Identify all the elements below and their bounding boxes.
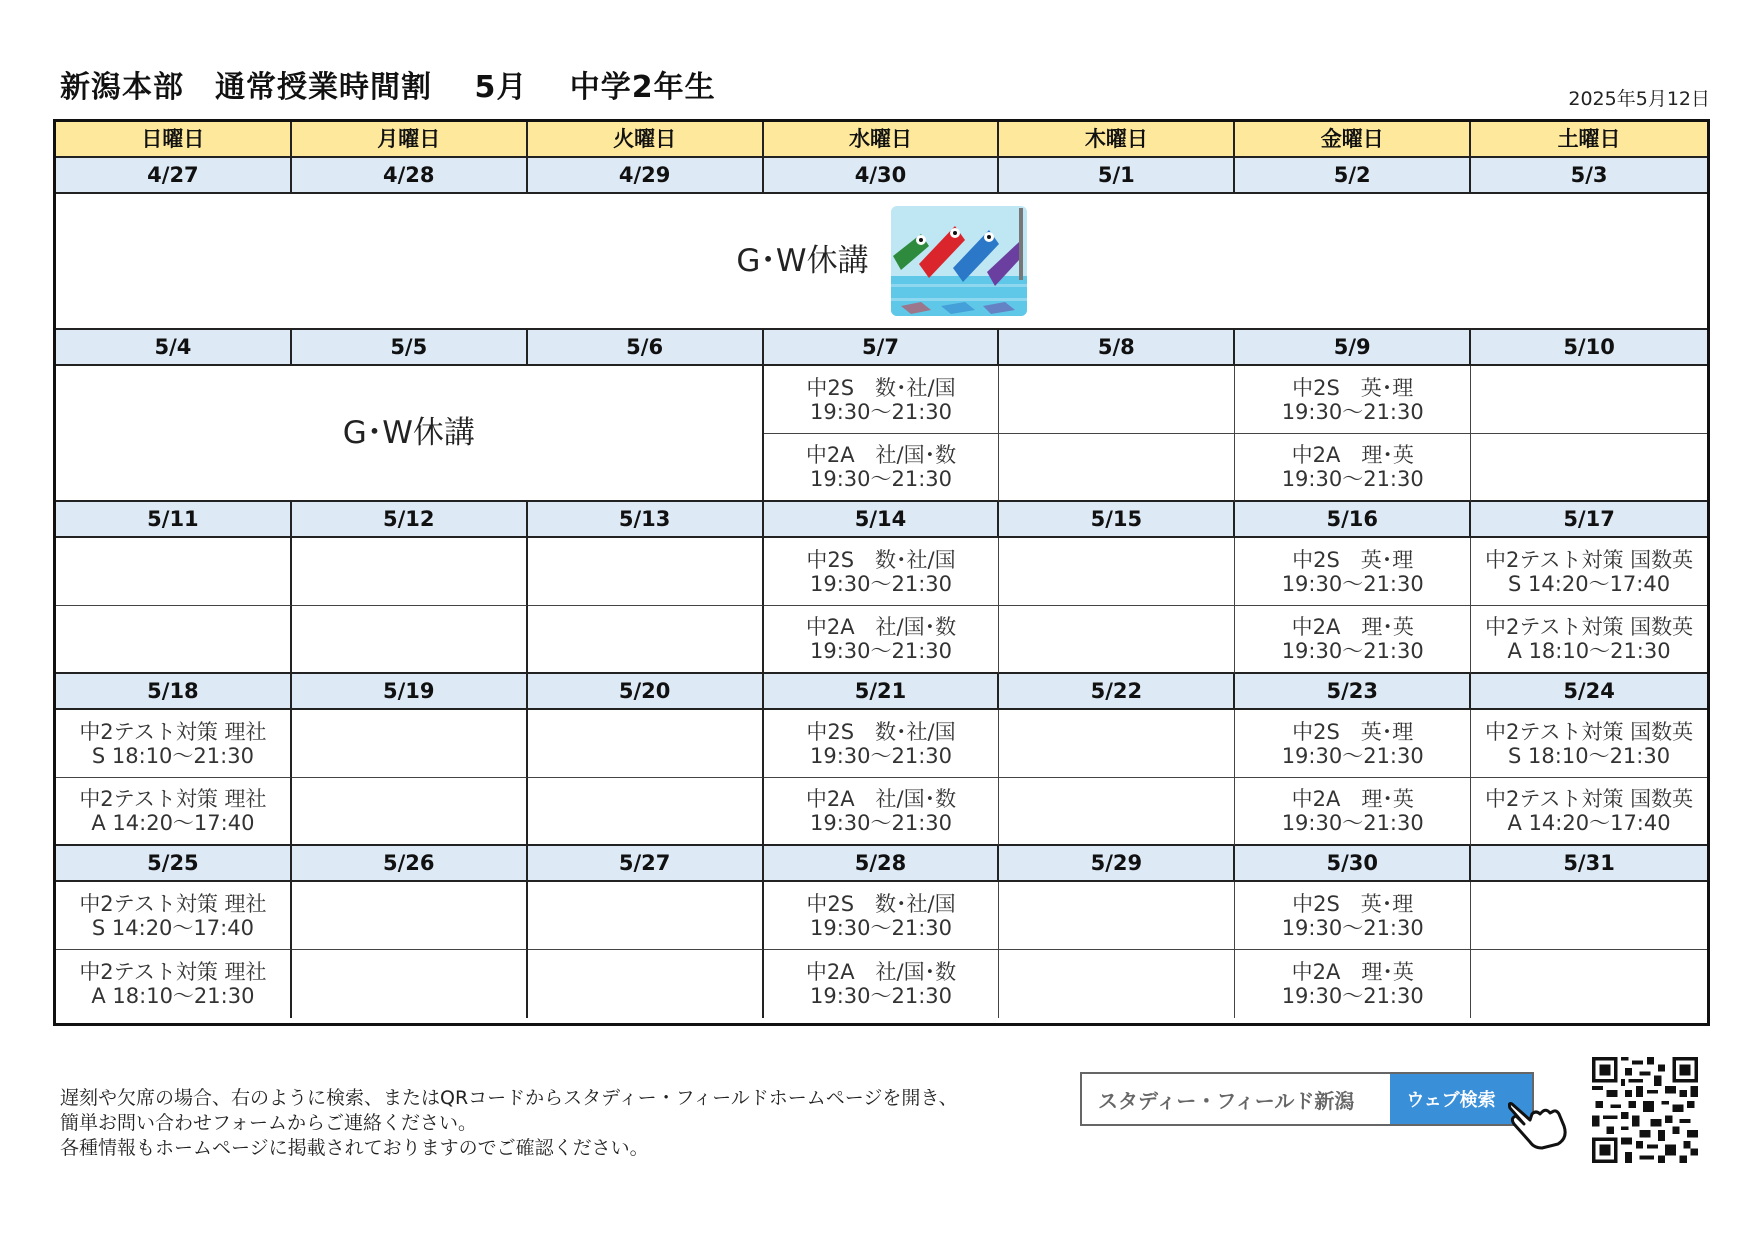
class-name: 中2S 数･社/国 xyxy=(806,375,956,400)
class-slot xyxy=(764,882,1000,950)
date-cell: 5/28 xyxy=(764,846,1000,882)
date-cell: 5/21 xyxy=(764,674,1000,710)
date-cell: 5/1 xyxy=(999,158,1235,194)
empty-slot xyxy=(1471,882,1707,950)
empty-slot xyxy=(528,710,764,778)
date-cell: 5/18 xyxy=(56,674,292,710)
date-cell: 5/7 xyxy=(764,330,1000,366)
class-slot xyxy=(1235,710,1471,778)
class-time: 19:30～21:30 xyxy=(1281,915,1424,940)
class-slot xyxy=(1471,710,1707,778)
empty-slot xyxy=(999,538,1235,606)
empty-slot xyxy=(292,606,528,674)
class-name: 中2テスト対策 理社 xyxy=(79,787,267,811)
day-header-mon: 月曜日 xyxy=(292,122,528,158)
class-name: 中2A 理･英 xyxy=(1291,960,1414,984)
empty-slot xyxy=(292,710,528,778)
date-cell: 5/20 xyxy=(528,674,764,710)
publish-date: 2025年5月12日 xyxy=(1568,88,1710,110)
class-time: 19:30～21:30 xyxy=(809,571,953,596)
class-slot xyxy=(56,950,292,1018)
class-name: 中2S 英･理 xyxy=(1292,719,1414,744)
footer-line: 遅刻や欠席の場合、右のように検索、またはQRコードからスタディー・フィールドホームページを開き、 xyxy=(60,1087,958,1109)
gw-holiday-week1 xyxy=(56,194,1707,330)
class-name: 中2A 社/国･数 xyxy=(805,443,957,467)
class-time: S 18:10～21:30 xyxy=(91,743,254,768)
class-name: 中2テスト対策 理社 xyxy=(79,891,267,916)
class-time: 19:30～21:30 xyxy=(1281,984,1424,1008)
class-time: 19:30～21:30 xyxy=(1281,399,1424,424)
date-cell: 5/30 xyxy=(1235,846,1471,882)
timetable xyxy=(53,119,1710,1026)
empty-slot xyxy=(528,538,764,606)
holiday-label: G･W休講 xyxy=(736,243,869,279)
date-cell: 5/10 xyxy=(1471,330,1707,366)
empty-slot xyxy=(999,366,1235,434)
class-time: 19:30～21:30 xyxy=(1281,467,1424,491)
class-slot xyxy=(1471,778,1707,846)
class-name: 中2テスト対策 国数英 xyxy=(1484,547,1694,572)
empty-slot xyxy=(292,882,528,950)
class-slot xyxy=(764,366,1000,434)
class-slot xyxy=(1235,434,1471,502)
class-time: 19:30～21:30 xyxy=(1281,571,1424,596)
day-header-sat: 土曜日 xyxy=(1471,122,1707,158)
class-slot xyxy=(764,710,1000,778)
class-slot xyxy=(1235,778,1471,846)
class-time: 19:30～21:30 xyxy=(809,984,953,1008)
class-name: 中2S 英･理 xyxy=(1292,547,1414,572)
search-box[interactable] xyxy=(1080,1072,1534,1126)
date-cell: 4/30 xyxy=(764,158,1000,194)
page-title: 新潟本部 通常授業時間割 5月 中学2年生 xyxy=(60,70,716,105)
empty-slot xyxy=(999,434,1235,502)
day-header-sun: 日曜日 xyxy=(56,122,292,158)
class-name: 中2S 数･社/国 xyxy=(806,891,956,916)
footer-line: 各種情報もホームページに掲載されておりますのでご確認ください。 xyxy=(60,1137,649,1159)
footer-line: 簡単お問い合わせフォームからご連絡ください。 xyxy=(60,1112,478,1134)
empty-slot xyxy=(1471,434,1707,502)
date-cell: 5/2 xyxy=(1235,158,1471,194)
day-header-wed: 水曜日 xyxy=(764,122,1000,158)
date-cell: 4/29 xyxy=(528,158,764,194)
koinobori-illustration xyxy=(891,206,1027,316)
date-cell: 5/23 xyxy=(1235,674,1471,710)
empty-slot xyxy=(56,606,292,674)
pointing-hand-icon xyxy=(1508,1098,1572,1150)
class-time: A 18:10～21:30 xyxy=(1507,639,1671,663)
class-time: 19:30～21:30 xyxy=(809,467,953,491)
class-name: 中2A 社/国･数 xyxy=(805,615,957,639)
date-cell: 5/24 xyxy=(1471,674,1707,710)
empty-slot xyxy=(292,538,528,606)
class-time: S 18:10～21:30 xyxy=(1508,743,1671,768)
date-cell: 5/5 xyxy=(292,330,528,366)
date-cell: 5/31 xyxy=(1471,846,1707,882)
day-header-fri: 金曜日 xyxy=(1235,122,1471,158)
class-name: 中2A 理･英 xyxy=(1291,615,1414,639)
class-time: 19:30～21:30 xyxy=(1281,811,1424,835)
class-slot xyxy=(1471,606,1707,674)
class-slot xyxy=(1235,882,1471,950)
empty-slot xyxy=(528,606,764,674)
class-name: 中2A 社/国･数 xyxy=(805,787,957,811)
class-name: 中2A 理･英 xyxy=(1291,443,1414,467)
date-cell: 5/6 xyxy=(528,330,764,366)
class-time: A 14:20～17:40 xyxy=(91,811,255,835)
class-time: 19:30～21:30 xyxy=(809,639,953,663)
date-cell: 5/11 xyxy=(56,502,292,538)
class-name: 中2テスト対策 国数英 xyxy=(1484,787,1694,811)
empty-slot xyxy=(292,778,528,846)
qr-code[interactable] xyxy=(1586,1057,1704,1163)
class-name: 中2A 社/国･数 xyxy=(805,960,957,984)
class-name: 中2S 英･理 xyxy=(1292,375,1414,400)
date-cell: 5/13 xyxy=(528,502,764,538)
class-time: 19:30～21:30 xyxy=(1281,743,1424,768)
date-cell: 4/28 xyxy=(292,158,528,194)
class-name: 中2テスト対策 国数英 xyxy=(1484,719,1694,744)
class-name: 中2テスト対策 国数英 xyxy=(1484,615,1694,639)
day-header-tue: 火曜日 xyxy=(528,122,764,158)
class-time: 19:30～21:30 xyxy=(809,811,953,835)
date-cell: 5/29 xyxy=(999,846,1235,882)
date-cell: 5/12 xyxy=(292,502,528,538)
footer-notice xyxy=(60,1086,958,1161)
day-header-thu: 木曜日 xyxy=(999,122,1235,158)
search-input[interactable]: スタディー・フィールド新潟 xyxy=(1098,1088,1355,1113)
class-slot xyxy=(1235,538,1471,606)
date-cell: 5/9 xyxy=(1235,330,1471,366)
class-slot xyxy=(764,434,1000,502)
class-name: 中2A 理･英 xyxy=(1291,787,1414,811)
class-name: 中2S 英･理 xyxy=(1292,891,1414,916)
date-cell: 5/16 xyxy=(1235,502,1471,538)
class-slot xyxy=(1471,538,1707,606)
class-slot xyxy=(56,882,292,950)
date-cell: 5/27 xyxy=(528,846,764,882)
class-time: S 14:20～17:40 xyxy=(91,915,254,940)
empty-slot xyxy=(999,606,1235,674)
date-cell: 5/14 xyxy=(764,502,1000,538)
class-slot xyxy=(1235,366,1471,434)
class-time: 19:30～21:30 xyxy=(809,915,953,940)
class-slot xyxy=(1235,950,1471,1018)
date-cell: 5/3 xyxy=(1471,158,1707,194)
gw-holiday-week2: G･W休講 xyxy=(56,366,764,502)
date-cell: 5/4 xyxy=(56,330,292,366)
empty-slot xyxy=(292,950,528,1018)
empty-slot xyxy=(528,778,764,846)
date-cell: 5/25 xyxy=(56,846,292,882)
empty-slot xyxy=(999,710,1235,778)
class-time: A 14:20～17:40 xyxy=(1507,811,1671,835)
date-cell: 4/27 xyxy=(56,158,292,194)
empty-slot xyxy=(999,950,1235,1018)
class-slot xyxy=(764,538,1000,606)
date-cell: 5/15 xyxy=(999,502,1235,538)
class-slot xyxy=(56,710,292,778)
date-cell: 5/19 xyxy=(292,674,528,710)
class-time: 19:30～21:30 xyxy=(809,399,953,424)
date-cell: 5/26 xyxy=(292,846,528,882)
class-time: 19:30～21:30 xyxy=(809,743,953,768)
class-time: A 18:10～21:30 xyxy=(91,984,255,1008)
empty-slot xyxy=(1471,366,1707,434)
class-slot xyxy=(764,778,1000,846)
empty-slot xyxy=(528,882,764,950)
empty-slot xyxy=(528,950,764,1018)
class-name: 中2テスト対策 理社 xyxy=(79,960,267,984)
empty-slot xyxy=(999,882,1235,950)
web-search-button[interactable]: ウェブ検索 xyxy=(1390,1074,1532,1124)
date-cell: 5/22 xyxy=(999,674,1235,710)
empty-slot xyxy=(56,538,292,606)
class-name: 中2テスト対策 理社 xyxy=(79,719,267,744)
date-cell: 5/8 xyxy=(999,330,1235,366)
date-cell: 5/17 xyxy=(1471,502,1707,538)
empty-slot xyxy=(1471,950,1707,1018)
class-time: 19:30～21:30 xyxy=(1281,639,1424,663)
empty-slot xyxy=(999,778,1235,846)
class-slot xyxy=(1235,606,1471,674)
class-slot xyxy=(764,606,1000,674)
class-name: 中2S 数･社/国 xyxy=(806,719,956,744)
class-slot xyxy=(764,950,1000,1018)
class-name: 中2S 数･社/国 xyxy=(806,547,956,572)
class-time: S 14:20～17:40 xyxy=(1508,571,1671,596)
class-slot xyxy=(56,778,292,846)
